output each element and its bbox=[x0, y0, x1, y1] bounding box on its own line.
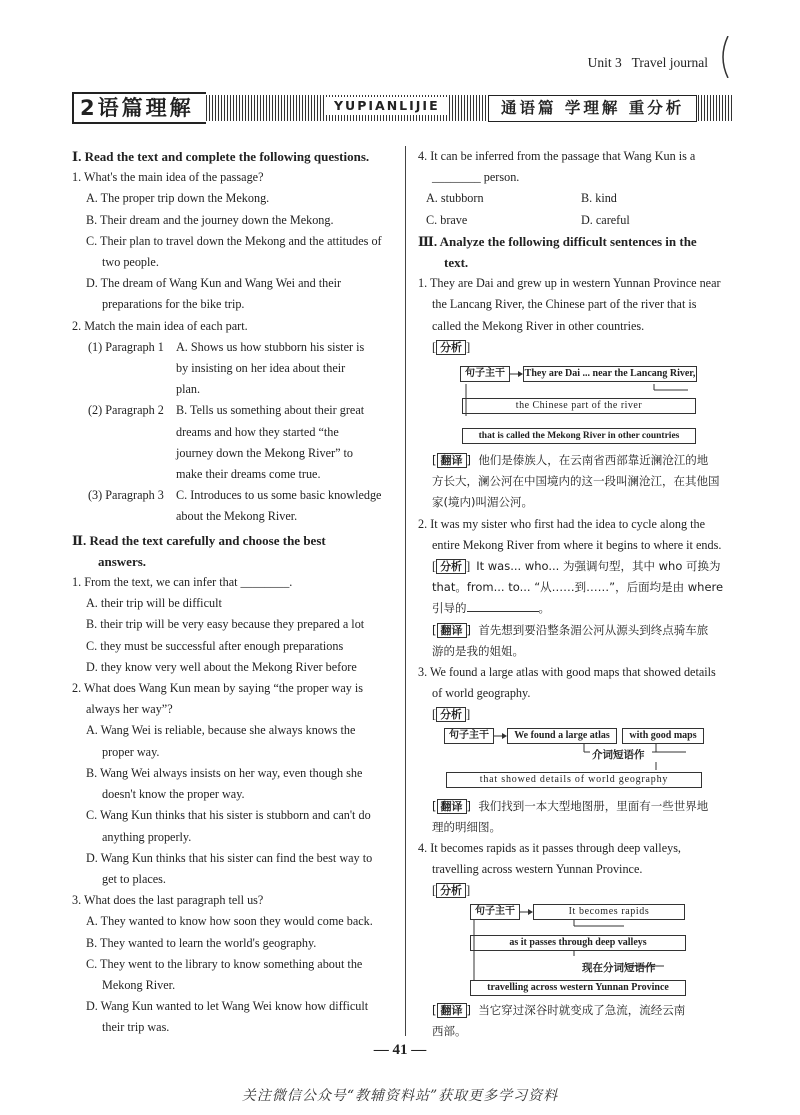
s4-label: 现在分词短语作 bbox=[582, 961, 656, 974]
section-banner bbox=[72, 92, 732, 126]
p2-q3-option-d-cont: their trip was. bbox=[102, 1020, 170, 1035]
p2-q2-stem-cont: always her way”? bbox=[86, 702, 173, 717]
p2-q2-option-c-cont: anything properly. bbox=[102, 829, 192, 844]
s2-analysis-tag: 分析 bbox=[436, 559, 466, 574]
right-column bbox=[418, 146, 738, 1042]
p1-q1-option-c-cont: two people. bbox=[102, 255, 159, 270]
s3-analysis-tag: 分析 bbox=[436, 707, 466, 722]
p2-q2-stem: 2. What does Wang Kun mean by saying “the proper way is bbox=[72, 681, 363, 696]
s2-translation-tag: 翻译 bbox=[437, 623, 467, 638]
p2-q3-option-b: B. They wanted to learn the world's geography. bbox=[86, 935, 317, 950]
s3-translation-line1: 我们找到一本大型地图册，里面有一些世界地 bbox=[478, 798, 709, 813]
match-desc-a: A. Shows us how stubborn his sister is bbox=[176, 339, 365, 354]
s3-analysis-label: [ 分析 ] bbox=[432, 707, 471, 722]
match-label-1: (1) Paragraph 1 bbox=[88, 339, 164, 354]
s3-line1: 3. We found a large atlas with good maps that showed details bbox=[418, 665, 716, 680]
s1-analysis-tag: 分析 bbox=[436, 340, 466, 355]
p2-q3-option-c: C. They went to the library to know something about the bbox=[86, 956, 363, 971]
match-desc-b-cont2: journey down the Mekong River” to bbox=[176, 445, 354, 460]
s2-translation: [ 翻译 ] 首先想到要沿整条湄公河从源头到终点骑车旅 bbox=[432, 622, 709, 637]
match-desc-c: C. Introduces to us some basic knowledge bbox=[176, 488, 382, 503]
s2-line1: 2. It was my sister who first had the idea to cycle along the bbox=[418, 516, 706, 531]
p2-q2-option-b: B. Wang Wei always insists on her way, even though she bbox=[86, 765, 363, 780]
p1-q1-option-b: B. Their dream and the journey down the Mekong. bbox=[86, 212, 334, 227]
footer-note: 关注微信公众号“教辅资料站”获取更多学习资料 bbox=[241, 1088, 559, 1104]
s1-analysis-label: [ 分析 ] bbox=[432, 339, 471, 354]
s3-translation-tag: 翻译 bbox=[437, 799, 467, 814]
match-desc-c-end: about the Mekong River. bbox=[176, 509, 298, 524]
match-desc-b-end: make their dreams come true. bbox=[176, 467, 321, 482]
p1-q1-option-d: D. The dream of Wang Kun and Wang Wei and their bbox=[86, 276, 342, 291]
s4-translation: [ 翻译 ] 当它穿过深谷时就变成了急流，流经云南 bbox=[432, 1002, 686, 1017]
s2-analysis: [ 分析 ] It was... who... 为强调句型，其中 who 可换为 bbox=[432, 559, 721, 574]
match-desc-b-cont: dreams and how they started “the bbox=[176, 424, 339, 439]
part3-heading-cont: text. bbox=[444, 255, 469, 271]
s4-box-clause: as it passes through deep valleys bbox=[470, 935, 686, 951]
s3-box-prep: with good maps bbox=[622, 728, 704, 744]
part2-heading-cont: answers. bbox=[98, 553, 147, 569]
p2-q1-stem: 1. From the text, we can infer that ________. bbox=[72, 575, 293, 590]
s3-translation: [ 翻译 ] 我们找到一本大型地图册，里面有一些世界地 bbox=[432, 798, 709, 813]
p1-q1-option-c: C. Their plan to travel down the Mekong and the attitudes of bbox=[86, 233, 382, 248]
s2-analysis-line3-text: 引导的 bbox=[432, 601, 467, 616]
part1-heading: Ⅰ. Read the text and complete the following questions. bbox=[72, 149, 370, 164]
unit-title: Travel journal bbox=[631, 55, 708, 70]
s4-analysis-tag: 分析 bbox=[436, 883, 466, 898]
p1-q2-stem: 2. Match the main idea of each part. bbox=[72, 318, 248, 333]
s1-box-main: 句子主干 bbox=[460, 366, 510, 382]
p2-q4-option-c: C. brave bbox=[426, 212, 468, 227]
s1-box-core: They are Dai ... near the Lancang River, bbox=[523, 366, 697, 382]
p2-q4-option-b: B. kind bbox=[581, 191, 617, 206]
s2-analysis-line1: It was... who... 为强调句型，其中 who 可换为 bbox=[476, 559, 721, 574]
s3-box-clause: that showed details of world geography bbox=[446, 772, 702, 788]
s3-line2: of world geography. bbox=[432, 686, 531, 701]
p2-q3-option-a: A. They wanted to know how soon they would come back. bbox=[86, 914, 373, 929]
s1-translation-line3: 家(境内)叫湄公河。 bbox=[432, 495, 533, 510]
p2-q2-option-d-cont: get to places. bbox=[102, 871, 166, 886]
p2-q4-stem-cont: ________ person. bbox=[432, 170, 520, 185]
page-number: — 41 — bbox=[373, 1042, 427, 1058]
s1-line2: the Lancang River, the Chinese part of the river that is bbox=[432, 297, 697, 312]
left-column bbox=[72, 146, 390, 1039]
s4-line1: 4. It becomes rapids as it passes through deep valleys, bbox=[418, 841, 681, 856]
p2-q1-option-b: B. their trip will be very easy because they prepared a lot bbox=[86, 617, 365, 632]
section-slogan: 通语篇 学理解 重分析 bbox=[488, 95, 697, 122]
part2-heading: Ⅱ. Read the text carefully and choose the best bbox=[72, 532, 326, 548]
s1-translation-tag: 翻译 bbox=[437, 453, 467, 468]
p2-q4-option-a: A. stubborn bbox=[426, 191, 484, 206]
s3-diagram bbox=[424, 726, 738, 796]
s1-translation-line1: 他们是傣族人，在云南省西部靠近澜沧江的地 bbox=[478, 453, 709, 468]
s2-translation-line2: 游的是我的姐姐。 bbox=[432, 643, 524, 658]
s3-box-main: 句子主干 bbox=[444, 728, 494, 744]
s1-translation-line2: 方长大，澜公河在中国境内的这一段叫澜沧江，在其他国 bbox=[432, 474, 720, 489]
s4-box-core: It becomes rapids bbox=[533, 904, 685, 920]
s2-translation-line1: 首先想到要沿整条湄公河从源头到终点骑车旅 bbox=[478, 622, 709, 637]
p1-q1-option-d-cont: preparations for the bike trip. bbox=[102, 297, 245, 312]
section-pinyin: YUPIANLIJIE bbox=[326, 97, 448, 115]
s2-line2: entire Mekong River from where it begins to where it ends. bbox=[432, 537, 722, 552]
s2-answer-blank bbox=[467, 598, 539, 612]
p2-q4-stem: 4. It can be inferred from the passage that Wang Kun is a bbox=[418, 149, 696, 163]
p2-q2-option-d: D. Wang Kun thinks that his sister can find the best way to bbox=[86, 850, 373, 865]
s1-translation: [ 翻译 ] 他们是傣族人，在云南省西部靠近澜沧江的地 bbox=[432, 453, 709, 468]
p2-q2-option-b-cont: doesn't know the proper way. bbox=[102, 787, 245, 802]
match-desc-a-end: plan. bbox=[176, 382, 201, 397]
p2-q1-option-c: C. they must be successful after enough preparations bbox=[86, 638, 344, 653]
section-badge: 2语篇理解 bbox=[72, 92, 206, 124]
s3-label: 介词短语作 bbox=[592, 748, 645, 761]
s2-analysis-line3: 引导的 。 bbox=[418, 598, 738, 619]
p1-q1-option-a: A. The proper trip down the Mekong. bbox=[86, 191, 270, 206]
s4-translation-line2: 西部。 bbox=[432, 1023, 467, 1038]
p2-q2-option-a-cont: proper way. bbox=[102, 744, 160, 759]
s1-line3: called the Mekong River in other countries. bbox=[432, 318, 645, 333]
s1-diagram bbox=[424, 358, 738, 450]
s4-translation-line1: 当它穿过深谷时就变成了急流，流经云南 bbox=[478, 1002, 686, 1017]
s2-analysis-line2: that。from... to... “从……到……”，后面均是由 where bbox=[432, 580, 724, 595]
p2-q1-option-d: D. they know very well about the Mekong River before bbox=[86, 659, 357, 674]
part3-heading: Ⅲ. Analyze the following difficult sentences in the bbox=[418, 233, 697, 249]
s4-diagram bbox=[424, 902, 738, 1000]
s1-box-appositive: the Chinese part of the river bbox=[462, 398, 696, 414]
p2-q2-option-c: C. Wang Kun thinks that his sister is stubborn and can't do bbox=[86, 808, 371, 823]
s1-line1: 1. They are Dai and grew up in western Yunnan Province near bbox=[418, 276, 721, 291]
s3-translation-line2: 理的明细图。 bbox=[432, 819, 501, 834]
s4-line2: travelling across western Yunnan Province. bbox=[432, 862, 643, 877]
unit-label: Unit 3 bbox=[587, 55, 622, 70]
s4-analysis-label: [ 分析 ] bbox=[432, 883, 471, 898]
p2-q4-options bbox=[418, 188, 738, 230]
match-label-3: (3) Paragraph 3 bbox=[88, 488, 164, 503]
p2-q2-option-a: A. Wang Wei is reliable, because she always knows the bbox=[86, 723, 356, 738]
s3-box-core: We found a large atlas bbox=[507, 728, 617, 744]
match-desc-a-cont: by insisting on her idea about their bbox=[176, 361, 346, 376]
match-desc-b: B. Tells us something about their great bbox=[176, 403, 365, 418]
s4-box-participle: travelling across western Yunnan Province bbox=[470, 980, 686, 996]
p2-q1-option-a: A. their trip will be difficult bbox=[86, 596, 222, 611]
p2-q3-stem: 3. What does the last paragraph tell us? bbox=[72, 893, 264, 908]
p1-q1-stem: 1. What's the main idea of the passage? bbox=[72, 170, 264, 185]
corner-arc-decoration bbox=[718, 36, 732, 78]
p2-q3-option-c-cont: Mekong River. bbox=[102, 977, 176, 992]
unit-header bbox=[588, 52, 708, 73]
s1-box-clause: that is called the Mekong River in other countries bbox=[462, 428, 696, 444]
column-divider bbox=[405, 146, 406, 1036]
s4-translation-tag: 翻译 bbox=[437, 1003, 467, 1018]
match-label-2: (2) Paragraph 2 bbox=[88, 403, 164, 418]
p2-q4-option-d: D. careful bbox=[581, 212, 630, 227]
s4-box-main: 句子主干 bbox=[470, 904, 520, 920]
p1-q2-matching bbox=[72, 337, 390, 528]
p2-q3-option-d: D. Wang Kun wanted to let Wang Wei know how difficult bbox=[86, 999, 369, 1014]
